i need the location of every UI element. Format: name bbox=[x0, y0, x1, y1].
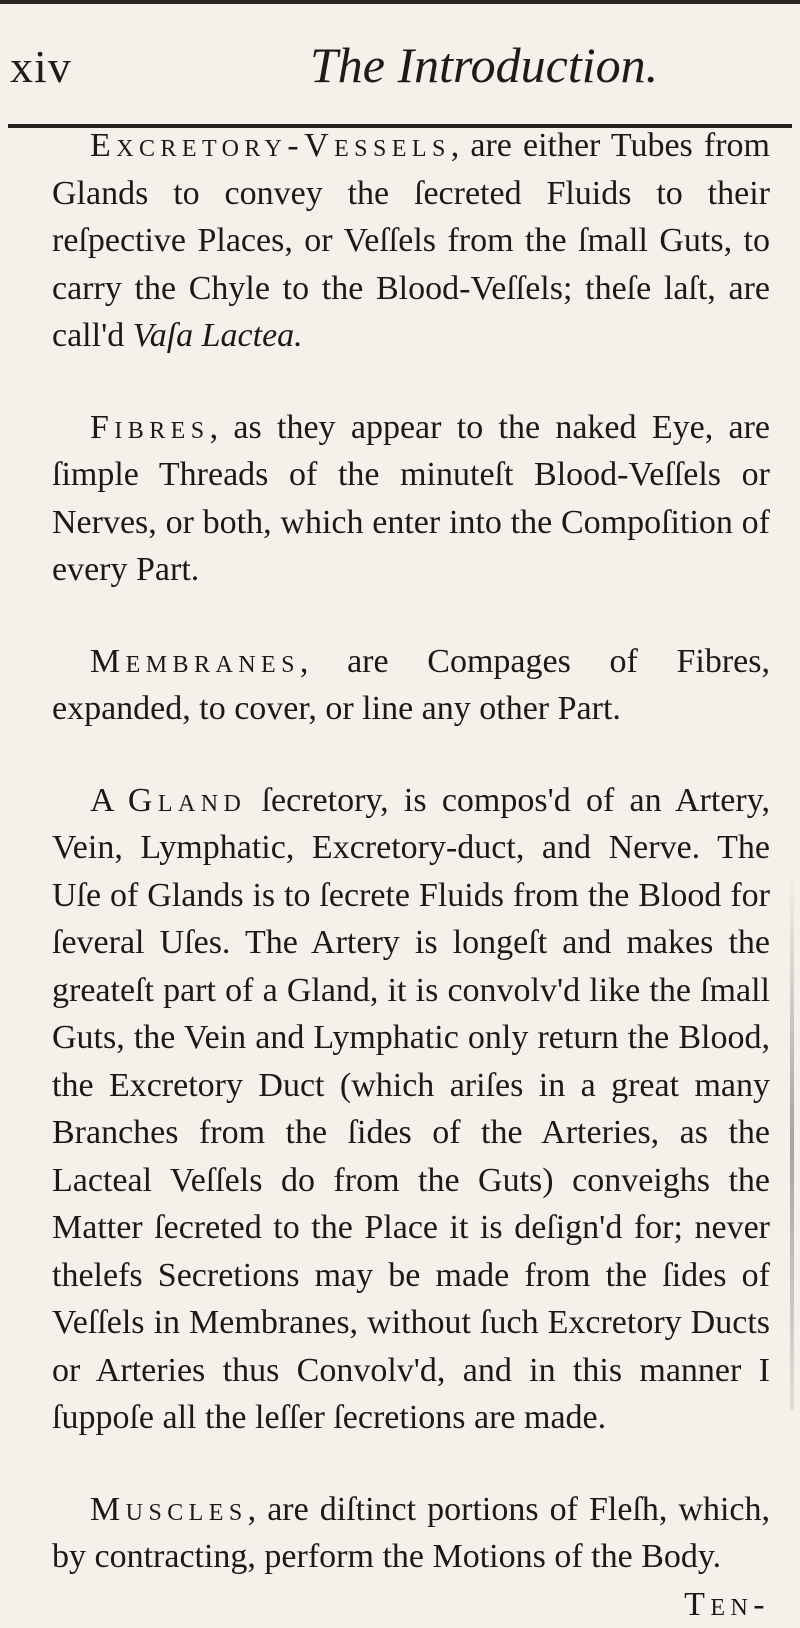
page-header bbox=[0, 30, 800, 100]
term-excretory-vessels: Excretory-Vessels bbox=[90, 127, 451, 164]
paragraph-text: , are diſtinct portions of Fleſh, which, by contracting, perform the Motions of the Body. bbox=[52, 1491, 770, 1576]
paragraph-text: , are Compages of Fibres, expanded, to cover, or line any other Part. bbox=[52, 643, 770, 728]
running-head: The Introduction. bbox=[310, 36, 658, 94]
paragraph-gland bbox=[52, 777, 770, 1442]
term-membranes: Membranes bbox=[90, 643, 300, 680]
paragraph-membranes bbox=[52, 638, 770, 733]
body-text bbox=[52, 122, 770, 1628]
page-number: xiv bbox=[10, 40, 72, 93]
paragraph-muscles bbox=[52, 1486, 770, 1581]
paragraph-text: , are either Tubes from Glands to convey the ſecreted Fluids to their reſpective Places, or Veſſels from the ſmall Guts, to carry the Chyle to the Blood-Veſſels; theſe laſt, are call'd bbox=[52, 127, 770, 354]
paragraph-lead: A bbox=[90, 782, 128, 819]
paragraph-text: ſecretory, is compos'd of an Artery, Vein, Lymphatic, Excretory-duct, and Nerve. The Uſe of Glands is to ſecrete Fluids from the Blood for ſeveral Uſes. The Artery is longeſt and makes the greateſt part of a Gland, it is convolv'd like the ſmall Guts, the Vein and Lymphatic only return the Blood, the Excretory Duct (which ariſes in a great many Branches from the ſides of the Arteries, as the Lacteal Veſſels do from the Guts) conveighs the Matter ſecreted to the Place it is deſign'd for; never thelefs Secretions may be made from the ſides of Veſſels in Membranes, without ſuch Excretory Ducts or Arteries thus Convolv'd, and in this manner I ſuppoſe all the leſſer ſecretions are made. bbox=[52, 782, 770, 1437]
paragraph-text: , as they appear to the naked Eye, are ſimple Threads of the minuteſt Blood-Veſſels or Nerves, or both, which enter into the Compoſition of every Part. bbox=[52, 409, 770, 589]
latin-term: Vaſa Lactea. bbox=[133, 317, 303, 354]
paragraph-excretory-vessels bbox=[52, 122, 770, 360]
term-fibres: Fibres bbox=[90, 409, 210, 446]
page-edge-shadow bbox=[790, 870, 794, 1410]
term-gland: Gland bbox=[128, 782, 246, 819]
paragraph-fibres bbox=[52, 404, 770, 594]
top-border bbox=[0, 0, 800, 10]
catchword: Ten- bbox=[646, 1581, 770, 1628]
term-muscles: Muscles bbox=[90, 1491, 248, 1528]
